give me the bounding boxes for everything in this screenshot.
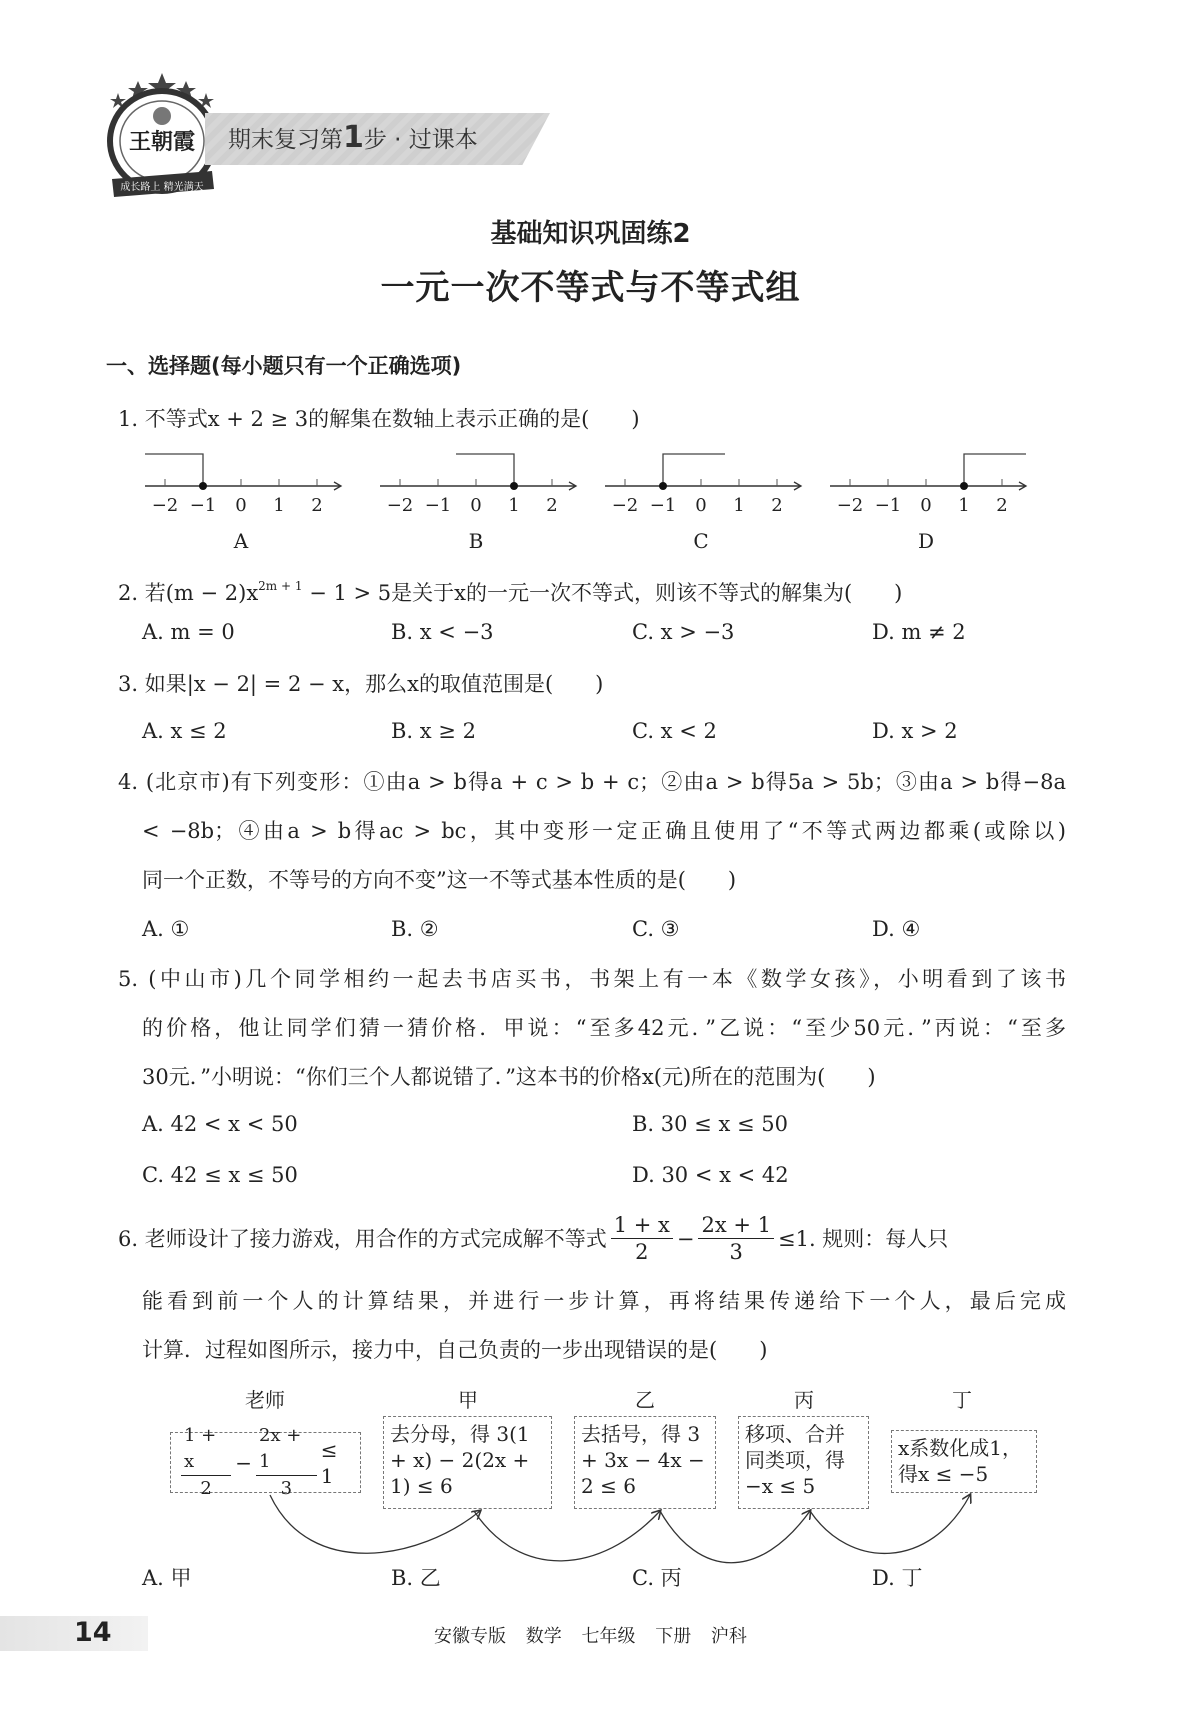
page-title: 基础知识巩固练2 (490, 219, 691, 249)
q4-option-d: D. ④ (872, 917, 921, 941)
banner-title: 期末复习第1步 · 过课本 (228, 120, 478, 155)
tick-label: −2 (386, 495, 414, 516)
tick-label: −1 (874, 495, 902, 516)
question-6-line: 能看到前一个人的计算结果，并进行一步计算，再将结果传递给下一个人，最后完成 (142, 1289, 1066, 1313)
tick-label: 2 (996, 495, 1008, 516)
fraction: $\frac{2x + 1}{3}$ (256, 1423, 317, 1502)
tick-label: 0 (695, 495, 707, 516)
option-letter: C (693, 529, 709, 553)
relay-label-bing: 丙 (794, 1388, 814, 1412)
section-heading: 一、选择题(每小题只有一个正确选项) (106, 354, 462, 378)
arrow (270, 1495, 480, 1553)
q3-option-a: A. x ≤ 2 (142, 719, 227, 743)
question-1: 1. 不等式x + 2 ≥ 3的解集在数轴上表示正确的是( ) (118, 407, 640, 431)
relay-box-ding: x系数化成1，得x ≤ −5 (891, 1430, 1037, 1493)
question-6-line: 计算．过程如图所示，接力中，自己负责的一步出现错误的是( ) (142, 1338, 768, 1362)
option-letter: D (917, 529, 935, 553)
tick-label: −2 (836, 495, 864, 516)
q4-option-c: C. ③ (632, 917, 680, 941)
q2-option-b: B. x < −3 (391, 620, 494, 644)
tick-label: 1 (508, 495, 520, 516)
q5-option-b: B. 30 ≤ x ≤ 50 (632, 1112, 788, 1136)
q2-option-d: D. m ≠ 2 (872, 620, 966, 644)
question-4-line: 同一个正数，不等号的方向不变”这一不等式基本性质的是( ) (142, 868, 737, 892)
tick-label: 2 (771, 495, 783, 516)
page-subtitle: 一元一次不等式与不等式组 (380, 268, 801, 308)
q6-option-c: C. 丙 (632, 1566, 682, 1590)
relay-box-bing: 移项、合并同类项，得 −x ≤ 5 (738, 1416, 869, 1509)
question-4-line: 4. (北京市)有下列变形：①由a > b得a + c > b + c；②由a > b得5a > 5b；③由a > b得−8a (118, 770, 1066, 794)
q2-option-a: A. m = 0 (142, 620, 235, 644)
option-letter: A (233, 529, 249, 553)
page-number: 14 (74, 1617, 112, 1648)
tick-label: 1 (273, 495, 285, 516)
relay-box-yi: 去括号，得 3 + 3x − 4x − 2 ≤ 6 (574, 1416, 716, 1509)
question-5-line: 30元．”小明说：“你们三个人都说错了．”这本书的价格x(元)所在的范围为( ) (142, 1065, 876, 1089)
q4-option-b: B. ② (391, 917, 439, 941)
q5-option-d: D. 30 < x < 42 (632, 1163, 789, 1187)
svg-text:成长路上 精光满天: 成长路上 精光满天 (120, 182, 204, 193)
q6-option-a: A. 甲 (142, 1566, 192, 1590)
relay-box-teacher: $\frac{1 + x}{2}$ − $\frac{2x + 1}{3}$ ≤ 1 (170, 1432, 361, 1493)
tick-label: −2 (151, 495, 179, 516)
question-3: 3. 如果|x − 2| = 2 − x，那么x的取值范围是( ) (118, 672, 604, 696)
fraction: $\frac{2x + 1}{3}$ (698, 1212, 774, 1265)
question-6-line: 6. 老师设计了接力游戏，用合作的方式完成解不等式 $\frac{1 + x}{2}$ − $\frac{2x + 1}{3}$ ≤1. 规则：每人只 (118, 1213, 949, 1264)
tick-label: 2 (546, 495, 558, 516)
relay-label-yi: 乙 (635, 1388, 655, 1412)
question-5-line: 5. (中山市)几个同学相约一起去书店买书，书架上有一本《数学女孩》，小明看到了该书 (118, 967, 1066, 991)
q3-option-d: D. x > 2 (872, 719, 958, 743)
tick-label: −2 (611, 495, 639, 516)
tick-label: 0 (920, 495, 932, 516)
q3-option-c: C. x < 2 (632, 719, 717, 743)
q3-option-b: B. x ≥ 2 (391, 719, 476, 743)
tick-label: 1 (958, 495, 970, 516)
q2-option-c: C. x > −3 (632, 620, 735, 644)
question-2: 2. 若$(m - 2)x^{2m + 1} - 1 > 5$是关于x的一元一次不等式，则该不等式的解集为( ) (118, 579, 903, 605)
fraction: $\frac{1 + x}{2}$ (181, 1423, 231, 1502)
tick-label: 1 (733, 495, 745, 516)
q4-option-a: A. ① (142, 917, 190, 941)
svg-text:王朝霞: 王朝霞 (128, 129, 196, 155)
q5-option-c: C. 42 ≤ x ≤ 50 (142, 1163, 298, 1187)
relay-label-ding: 丁 (952, 1388, 972, 1412)
q6-option-b: B. 乙 (391, 1566, 441, 1590)
q5-option-a: A. 42 < x < 50 (142, 1112, 298, 1136)
tick-label: −1 (189, 495, 217, 516)
relay-label-teacher: 老师 (245, 1388, 285, 1412)
footer-text: 安徽专版 数学 七年级 下册 沪科 (434, 1626, 747, 1647)
relay-label-jia: 甲 (458, 1388, 478, 1412)
question-5-line: 的价格，他让同学们猜一猜价格．甲说：“至多42元．”乙说：“至少50元．”丙说：“至多 (142, 1016, 1066, 1040)
question-4-line: < −8b；④由a > b得ac > bc，其中变形一定正确且使用了“不等式两边都乘(或除以) (142, 819, 1066, 843)
tick-label: 0 (235, 495, 247, 516)
tick-label: 2 (311, 495, 323, 516)
q6-option-d: D. 丁 (872, 1566, 923, 1590)
tick-label: −1 (424, 495, 452, 516)
tick-label: 0 (470, 495, 482, 516)
fraction: $\frac{1 + x}{2}$ (611, 1212, 673, 1265)
option-letter: B (468, 529, 484, 553)
relay-box-jia: 去分母，得 3(1 + x) − 2(2x + 1) ≤ 6 (383, 1416, 552, 1509)
tick-label: −1 (649, 495, 677, 516)
